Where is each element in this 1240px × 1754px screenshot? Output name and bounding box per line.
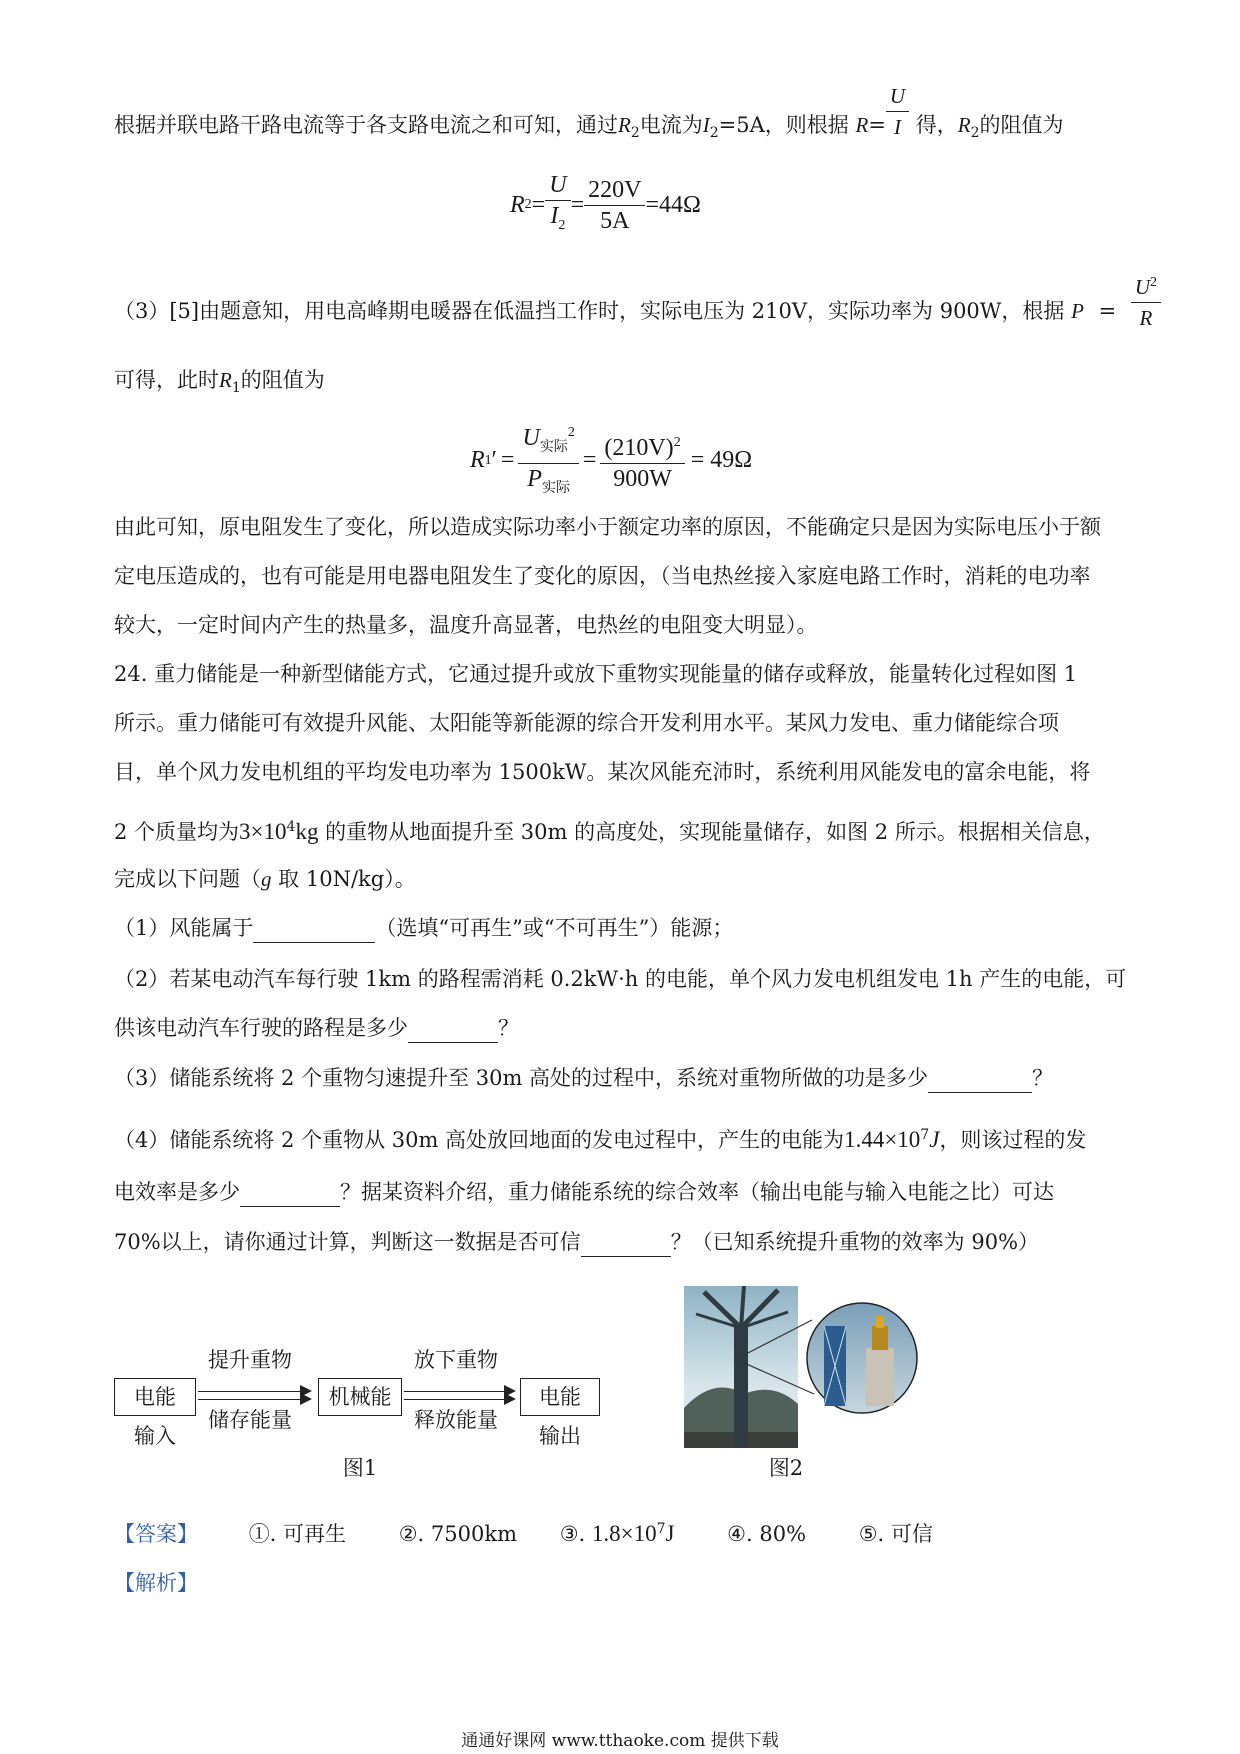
answer-4: ④. 80% (727, 1522, 807, 1546)
double-arrow-2b (404, 1399, 514, 1400)
paragraph-r1-intro: 可得，此时$R_1$的阻值为 (114, 368, 325, 397)
sub-question-4: （4）储能系统将 2 个重物从 30m 高处放回地面的发电过程中，产生的电能为$1.44\times 10^7J$，则该过程的发 (114, 1127, 1087, 1152)
paragraph-line: 较大，一定时间内产生的热量多，温度升高显著，电热丝的电阻变大明显）。 (114, 613, 818, 637)
answer-tag: 【答案】 (114, 1522, 198, 1546)
answer-blank-5[interactable] (581, 1234, 671, 1257)
double-arrow-1b (198, 1399, 310, 1400)
answer-line (114, 1514, 933, 1549)
question-24-mass-line: 2 个质量均为$3\times 10^4kg$ 的重物从地面提升至 30m 的高度处，实现能量储存，如图 2 所示。根据相关信息， (114, 819, 1105, 844)
paragraph-line: 由此可知，原电阻发生了变化，所以造成实际功率小于额定功率的原因，不能确定只是因为实际电压小于额 (114, 515, 1101, 539)
analysis-tag: 【解析】 (114, 1571, 198, 1595)
sub-question-1: （1）风能属于 （选填“可再生”或“不可再生”）能源； (114, 913, 733, 943)
label-output: 输出 (539, 1424, 581, 1448)
paragraph-parallel-current: 根据并联电路干路电流等于各支路电流之和可知，通过$R_2$电流为$I_2=5A$，则根据 R= $\frac{U}{I}$ 得，$R_2$的阻值为 (114, 110, 1064, 148)
question-24-line: 24. 重力储能是一种新型储能方式，它通过提升或放下重物实现能量的储存或释放，能量转化过程如图 1 (114, 662, 1078, 686)
answer-3: ③. $1.8\times 10^7J$ (559, 1521, 675, 1546)
answer-blank-1[interactable] (253, 920, 375, 943)
box-electric-energy-output: 电能 (520, 1378, 600, 1416)
double-arrow-1 (198, 1391, 310, 1392)
label-input: 输入 (134, 1424, 176, 1448)
box-electric-energy-input: 电能 (114, 1378, 196, 1416)
answer-1: ①. 可再生 (248, 1522, 347, 1546)
sub-question-2: （2）若某电动汽车每行驶 1km 的路程需消耗 0.2kW·h 的电能，单个风力发电机组发电 1h 产生的电能，可 (114, 967, 1127, 991)
sub-question-3: （3）储能系统将 2 个重物匀速提升至 30m 高处的过程中，系统对重物所做的功是多少 ？ (114, 1063, 1053, 1093)
answer-blank-4[interactable] (240, 1184, 340, 1207)
ohm-law-fraction: $\frac{U}{I}$ (886, 81, 909, 142)
question-24-line: 所示。重力储能可有效提升风能、太阳能等新能源的综合开发利用水平。某风力发电、重力储能综合项 (114, 711, 1059, 735)
question-24-g-line: 完成以下问题（g 取 10N/kg）。 (114, 867, 416, 891)
answer-blank-2[interactable] (408, 1020, 498, 1043)
figure-2-caption: 图2 (768, 1456, 804, 1480)
formula-r1-prime: R 1 ′ = $\frac{U_{实际}^2}{P_{实际}}$ = $\frac{(210V)^2}{900W}$ = 49Ω (470, 418, 752, 504)
double-arrow-2 (404, 1391, 514, 1392)
answer-5: ⑤. 可信 (858, 1522, 933, 1546)
sub-question-2-cont: 供该电动汽车行驶的路程是多少 ？ (114, 1013, 519, 1043)
box-mechanical-energy: 机械能 (318, 1378, 402, 1416)
paragraph-power-formula: （3）[5]由题意知，用电高峰期电暖器在低温挡工作时，实际电压为 210V，实际功率为 900W，根据 P = $\frac{U^2}{R}$ (114, 292, 1161, 333)
paragraph-line: 定电压造成的，也有可能是用电器电阻发生了变化的原因，（当电热丝接入家庭电路工作时，消耗的电功率 (114, 564, 1091, 588)
answer-2: ②. 7500km (398, 1522, 517, 1546)
figure-1-caption: 图1 (342, 1456, 378, 1480)
arrow-label-lift: 提升重物 (208, 1348, 292, 1372)
answer-blank-3[interactable] (928, 1070, 1032, 1093)
tower-photo (684, 1286, 924, 1448)
sub-question-4-cont: 电效率是多少 ？据某资料介绍，重力储能系统的综合效率（输出电能与输入电能之比）可达 (114, 1177, 1054, 1207)
formula-r2: R 2 = $\frac{U}{I_2}$ = $\frac{220V}{5A}$ =44Ω (510, 172, 701, 234)
question-24-line: 目，单个风力发电机组的平均发电功率为 1500kW。某次风能充沛时，系统利用风能发电的富余电能，将 (114, 760, 1091, 784)
arrow-label-store: 储存能量 (208, 1408, 292, 1432)
power-fraction: $\frac{U^2}{R}$ (1131, 268, 1161, 333)
arrow-label-release: 释放能量 (414, 1408, 498, 1432)
footer-source: 通通好课网 www.tthaoke.com 提供下载 (461, 1731, 779, 1751)
arrow-label-lower: 放下重物 (414, 1348, 498, 1372)
sub-question-4-cont: 70%以上，请你通过计算，判断这一数据是否可信 ？（已知系统提升重物的效率为 90%） (114, 1227, 1039, 1257)
